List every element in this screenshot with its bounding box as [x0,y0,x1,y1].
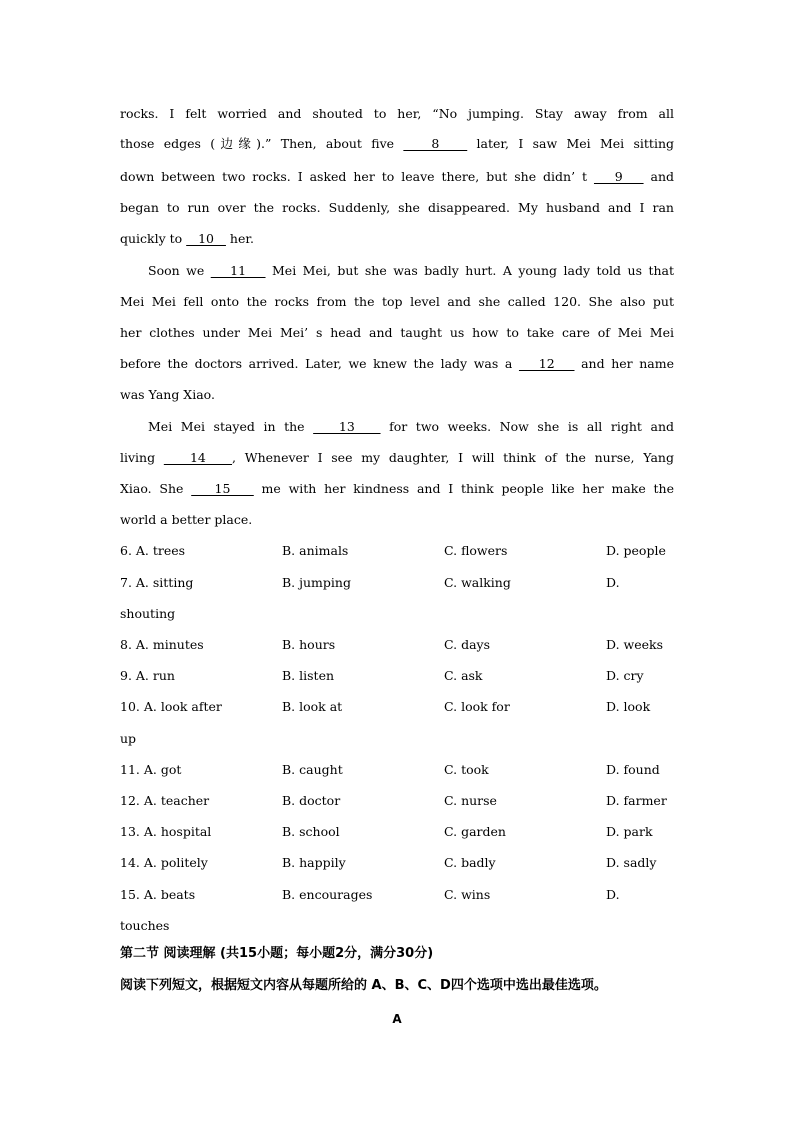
answer-blank: 11 [210,263,266,278]
option-a: 10. A. look after [120,699,222,714]
passage-line-4: began to run over the rocks. Suddenly, she disappeared. My husband and I ran [120,200,674,215]
section-instruction: 阅读下列短文，根据短文内容从每题所给的 A、B、C、D四个选项中选出最佳选项。 [120,978,607,993]
option-b: B. animals [282,543,349,558]
passage-label: A [392,1012,402,1026]
option-d: D. [606,887,620,902]
option-b: B. doctor [282,793,341,808]
passage-line-12: living 14 , Whenever I see my daughter, I will think of the nurse, Yang [120,450,674,465]
option-b: B. hours [282,637,336,652]
option-c: C. nurse [444,793,497,808]
option-d: D. look [606,699,651,714]
passage-line-5: quickly to 10 her. [120,231,254,246]
answer-blank: 12 [518,356,575,371]
passage-line-13: Xiao. She 15 me with her kindness and I think people like her make the [120,481,675,496]
answer-blank: 8 [403,136,468,151]
option-b: B. caught [282,762,343,777]
passage-line-8: her clothes under Mei Mei’ s head and taught us how to take care of Mei Mei [120,325,674,340]
option-a: 14. A. politely [120,855,208,870]
option-a: 7. A. sitting [120,575,194,590]
option-d: D. weeks [606,637,664,652]
option-b: B. happily [282,855,346,870]
option-a: 15. A. beats [120,887,196,902]
option-a: 11. A. got [120,762,182,777]
option-a: 12. A. teacher [120,793,210,808]
option-b: B. jumping [282,575,351,590]
passage-line-9: before the doctors arrived. Later, we knew the lady was a 12 and her name [120,356,674,371]
option-a: 13. A. hospital [120,824,212,839]
passage-line-7: Mei Mei fell onto the rocks from the top level and she called 120. She also put [120,294,674,309]
option-d: D. found [606,762,660,777]
option-c: C. ask [444,668,483,683]
option-d: D. people [606,543,666,558]
option-d: D. [606,575,620,590]
option-c: C. wins [444,887,491,902]
option-a: 9. A. run [120,668,175,683]
passage-line-14: world a better place. [120,512,253,527]
option-a: 8. A. minutes [120,637,204,652]
passage-line-3: down between two rocks. I asked her to leave there, but she didn’ t 9 and [120,169,675,184]
passage-line-2: those edges (边缘).” Then, about five 8 later, I saw Mei Mei sitting [120,136,674,151]
option-b: B. encourages [282,887,373,902]
answer-blank: 9 [593,169,644,184]
option-c: C. days [444,637,490,652]
option-c: C. took [444,762,489,777]
option-d-wrap: up [120,731,137,746]
option-c: C. garden [444,824,506,839]
answer-blank: 13 [313,419,381,434]
option-d: D. sadly [606,855,657,870]
answer-blank: 10 [186,231,226,246]
passage-line-10: was Yang Xiao. [120,387,215,402]
option-b: B. school [282,824,340,839]
option-d-wrap: touches [120,918,170,933]
option-d: D. farmer [606,793,667,808]
section-heading: 第二节 阅读理解 (共15小题；每小题2分，满分30分) [120,946,434,961]
option-d: D. cry [606,668,644,683]
option-a: 6. A. trees [120,543,186,558]
option-c: C. flowers [444,543,508,558]
passage-line-1: rocks. I felt worried and shouted to her, “No jumping. Stay away from all [120,106,674,121]
answer-blank: 14 [163,450,233,465]
option-b: B. look at [282,699,343,714]
option-d-wrap: shouting [120,606,176,621]
option-c: C. walking [444,575,511,590]
answer-blank: 15 [191,481,254,496]
option-c: C. badly [444,855,496,870]
option-b: B. listen [282,668,335,683]
passage-line-11: Mei Mei stayed in the 13 for two weeks. Now she is all right and [148,419,674,434]
option-d: D. park [606,824,653,839]
option-c: C. look for [444,699,510,714]
passage-line-6: Soon we 11 Mei Mei, but she was badly hurt. A young lady told us that [148,263,675,278]
